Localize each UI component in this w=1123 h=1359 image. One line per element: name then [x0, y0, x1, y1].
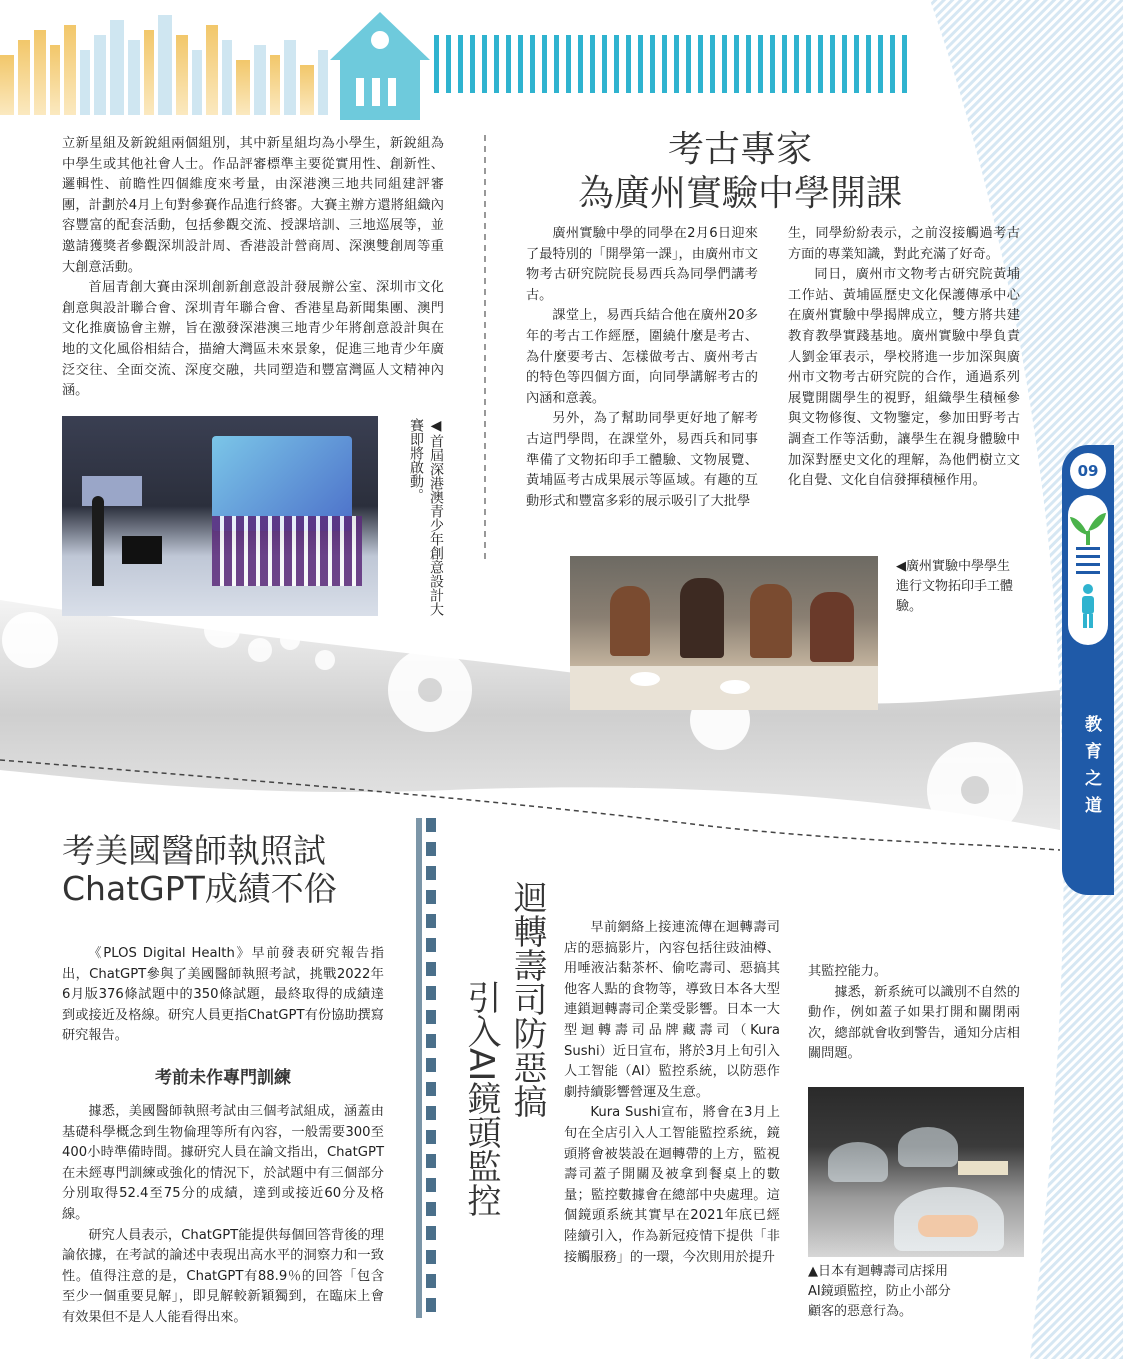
photo-caption: ▲日本有迴轉壽司店採用AI鏡頭監控，防止小部分顧客的惡意行為。 — [808, 1264, 951, 1319]
paragraph: 同日，廣州市文物考古研究院黃埔工作站、黃埔區歷史文化保護傳承中心在廣州實驗中學揭牌成立，雙方將共建教育教學實踐基地。廣州實驗中學負責人劉金軍表示，學校將進一步加深與廣州市文物考古研究院的合作，通過系列展覽開闊學生的視野，組織學生積極參與文物修復、文物鑒定，參加田野考古調查工作等活動，讓學生在親身體驗中加深對歷史文化的理解，為他們樹立文化自覺、文化自信發揮積極作用。 — [788, 267, 1020, 489]
paragraph: 首屆青創大賽由深圳創新創意設計發展辦公室、深圳市文化創意與設計聯合會、深圳青年聯合會、香港星島新聞集團、澳門文化推廣協會主辦，旨在激發深港澳三地青少年將創意設計與在地的文化風俗相結合，描繪大灣區未來景象，促進三地青少年廣泛交往、全面交流、深度交融，共同塑造和豐富灣區人文精神內涵。 — [62, 280, 444, 399]
article-title — [520, 128, 960, 216]
paragraph: 研究人員表示，ChatGPT能提供每個回答背後的理論依據，在考試的論述中表現出高水平的洞察力和一致性。值得注意的是，ChatGPT有88.9％的回答「包含至少一個重要見解」，即見解較新穎獨到，在臨床上會有效果但不是人人能看得出來。 — [62, 1227, 384, 1325]
page-number-badge — [1070, 453, 1106, 489]
vertical-divider-bar — [416, 818, 436, 1318]
title-line: 為廣州實驗中學開課 — [577, 173, 902, 214]
bottom-right-col1 — [564, 918, 780, 1268]
title-line: 考美國醫師執照試 — [62, 831, 326, 870]
paragraph: 立新星組及新銳組兩個組別，其中新星組均為小學生，新銳組為中學生或其他社會人士。作品評審標準主要從實用性、創新性、邏輯性、前瞻性四個維度來考量，由深港澳三地共同組建評審團，計劃於4月上旬對參賽作品進行終審。大賽主辦方還將組織內容豐富的配套活動，包括參觀交流、授課培訓、三地巡展等，並邀請獲獎者參觀深圳設計周、香港設計營商周、深澳雙創周等重大創意活動。 — [62, 136, 444, 275]
bottom-left-body — [62, 944, 384, 1329]
paragraph: 《PLOS Digital Health》早前發表研究報告指出，ChatGPT參與了美國醫師執照考試，挑戰2022年6月版376條試題中的350條試題，最終取得的成績達到或接近及格線。研究人員更指ChatGPT有份協助撰寫研究報告。 — [62, 946, 384, 1044]
title-line: 引入AI鏡頭監控 — [461, 980, 501, 1218]
paragraph: 據悉，美國醫師執照考試由三個考試組成，涵蓋由基礎科學概念到生物倫理等所有內容，一般需要300至400小時準備時間。據研究人員在論文指出，ChatGPT在未經專門訓練或強化的情況下，於試題中有三個部分分別取得52.4至75分的成績，達到或接近60分及格線。 — [62, 1103, 384, 1222]
top-left-article-body — [62, 134, 444, 402]
top-stripe-bars — [434, 35, 907, 93]
section-tab — [1062, 445, 1114, 895]
paragraph: 另外，為了幫助同學更好地了解考古這門學問，在課堂外，易西兵和同事準備了文物拓印手工體驗、文物展覽、黃埔區考古成果展示等區域。有趣的互動形式和豐富多彩的展示吸引了大批學 — [526, 411, 758, 509]
school-building-icon — [330, 12, 430, 120]
paragraph: 廣州實驗中學的同學在2月6日迎來了最特別的「開學第一課」，由廣州市文物考古研究院院長易西兵為同學們講考古。 — [526, 226, 758, 303]
bottom-right-col2 — [808, 962, 1020, 1065]
subheading: 考前未作專門訓練 — [155, 1067, 291, 1088]
article-title — [62, 832, 402, 908]
growth-ladder-icon — [1064, 495, 1112, 645]
paragraph: Kura Sushi宣布，將會在3月上旬在全店引入人工智能監控系統，鏡頭將會被裝設在迴轉帶的上方，監視壽司蓋子開關及被拿到餐桌上的數量；監控數據會在總部中央處理。這個鏡頭系統其實早在2021年底已經陸續引入，作為新冠疫情下提供「非接觸服務」的一環，今次則用於提升 — [564, 1105, 780, 1265]
title-line: 迴轉壽司防惡搞 — [507, 880, 547, 1118]
gear-band — [0, 600, 1060, 830]
choir-photo — [62, 416, 378, 616]
title-line: 考古專家 — [667, 129, 812, 170]
paragraph: 其監控能力。 — [808, 964, 888, 979]
top-right-col2 — [788, 224, 1020, 492]
rubbing-workshop-photo — [570, 556, 878, 710]
title-line: ChatGPT成績不俗 — [62, 869, 337, 908]
section-title: 教育之道 — [1081, 715, 1101, 823]
paragraph: 早前網絡上接連流傳在迴轉壽司店的惡搞影片，內容包括往豉油樽、用唾液沾黏茶杯、偷吃壽司、惡搞其他客人點的食物等，導致日本各大型連鎖迴轉壽司企業受影響。日本一大型迴轉壽司品牌藏壽司（Kura Sushi）近日宣布，將於3月上旬引入人工智能（AI）監控系統，以防惡作劇持續影響營運及生意。 — [564, 920, 780, 1100]
article-title — [458, 880, 550, 1300]
paragraph: 課堂上，易西兵結合他在廣州20多年的考古工作經歷，圍繞什麼是考古、為什麼要考古、怎樣做考古、廣州考古的特色等四個方面，向同學講解考古的內涵和意義。 — [526, 308, 758, 406]
paragraph: 據悉，新系統可以識別不自然的動作，例如蓋子如果打開和關閉兩次，總部就會收到警告，通知分店相關問題。 — [808, 984, 1020, 1062]
page-number: 09 — [1077, 462, 1099, 480]
top-right-col1 — [526, 224, 758, 512]
city-skyline-icon — [0, 15, 328, 115]
photo-caption: ◀廣州實驗中學學生進行文物拓印手工體驗。 — [896, 559, 1014, 614]
photo-caption: ◀首屆深港澳青少年創意設計大賽即將啟動。 — [408, 418, 444, 616]
sushi-camera-photo — [808, 1087, 1024, 1257]
paragraph: 生，同學紛紛表示，之前沒接觸過考古方面的專業知識，對此充滿了好奇。 — [788, 226, 1020, 262]
